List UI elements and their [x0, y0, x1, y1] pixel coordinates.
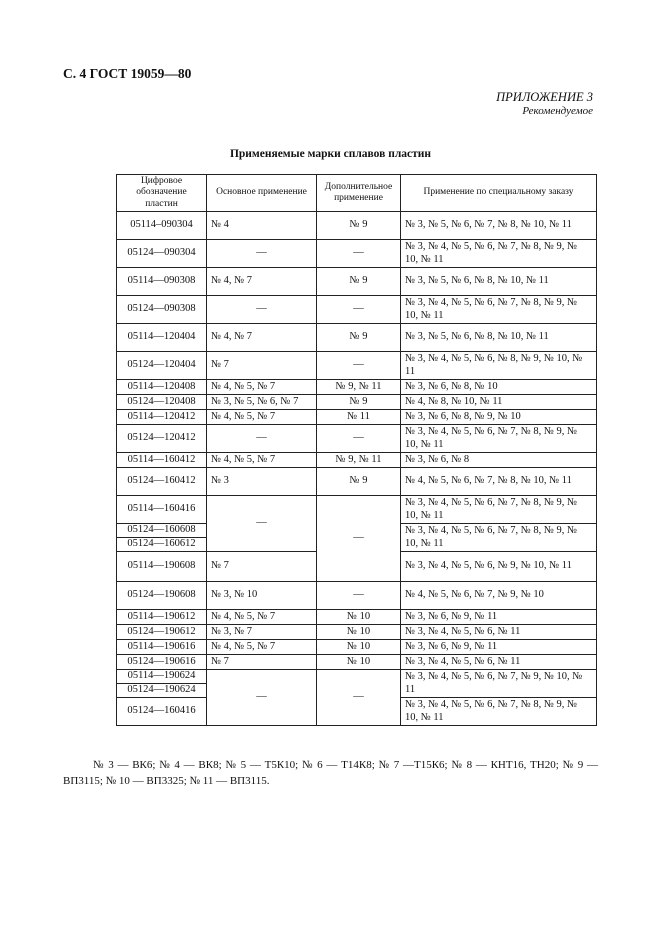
table-row	[117, 453, 597, 468]
cell-additional: № 9, № 11	[317, 453, 401, 468]
cell-base: № 7	[207, 655, 317, 670]
cell-code: 05114—160416	[117, 496, 207, 524]
table-row	[117, 670, 597, 684]
cell-special: № 3, № 4, № 5, № 6, № 7, № 8, № 9, № 10, № 11	[401, 698, 597, 726]
cell-code: 05124—120412	[117, 425, 207, 453]
cell-base: —	[207, 296, 317, 324]
cell-special: № 3, № 4, № 5, № 6, № 7, № 8, № 9, № 10, № 11	[401, 296, 597, 324]
cell-special: № 3, № 4, № 5, № 6, № 11	[401, 655, 597, 670]
cell-code: 05114—120408	[117, 380, 207, 395]
appendix-title: ПРИЛОЖЕНИЕ 3	[496, 90, 593, 104]
cell-base: № 4, № 5, № 7	[207, 380, 317, 395]
cell-base: —	[207, 670, 317, 726]
table-row	[117, 380, 597, 395]
cell-code: 05114—190616	[117, 640, 207, 655]
cell-code: 05114–090304	[117, 212, 207, 240]
cell-code: 05124—160612	[117, 538, 207, 552]
table-header-row	[117, 175, 597, 212]
table-row	[117, 240, 597, 268]
cell-code: 05114—120412	[117, 410, 207, 425]
cell-additional: —	[317, 425, 401, 453]
table-row	[117, 410, 597, 425]
cell-base: —	[207, 496, 317, 552]
table-row	[117, 625, 597, 640]
cell-code: 05124—160416	[117, 698, 207, 726]
cell-code: 05114—120404	[117, 324, 207, 352]
cell-special: № 3, № 6, № 8, № 9, № 10	[401, 410, 597, 425]
cell-special: № 3, № 4, № 5, № 6, № 7, № 8, № 9, № 10, № 11	[401, 524, 597, 552]
table-row	[117, 655, 597, 670]
cell-base: № 7	[207, 352, 317, 380]
cell-code: 05114—190624	[117, 670, 207, 684]
table-row	[117, 468, 597, 496]
cell-code: 05114—090308	[117, 268, 207, 296]
cell-special: № 3, № 6, № 8, № 10	[401, 380, 597, 395]
cell-code: 05124—090308	[117, 296, 207, 324]
cell-base: № 4, № 5, № 7	[207, 640, 317, 655]
cell-code: 05114—160412	[117, 453, 207, 468]
cell-special: № 3, № 4, № 5, № 6, № 8, № 9, № 10, № 11	[401, 352, 597, 380]
table-row	[117, 425, 597, 453]
table-row	[117, 582, 597, 610]
cell-code: 05124—190608	[117, 582, 207, 610]
cell-special: № 3, № 6, № 9, № 11	[401, 610, 597, 625]
cell-special: № 3, № 6, № 9, № 11	[401, 640, 597, 655]
cell-base: № 3, № 7	[207, 625, 317, 640]
alloy-grades-table	[116, 174, 597, 726]
cell-special: № 3, № 5, № 6, № 8, № 10, № 11	[401, 268, 597, 296]
cell-special: № 3, № 4, № 5, № 6, № 11	[401, 625, 597, 640]
table-row	[117, 640, 597, 655]
cell-additional: № 9	[317, 268, 401, 296]
cell-special: № 4, № 8, № 10, № 11	[401, 395, 597, 410]
cell-additional: № 10	[317, 625, 401, 640]
cell-additional: № 10	[317, 610, 401, 625]
cell-special: № 3, № 4, № 5, № 6, № 7, № 8, № 9, № 10, № 11	[401, 240, 597, 268]
cell-code: 05124—190624	[117, 684, 207, 698]
cell-base: № 4, № 7	[207, 324, 317, 352]
cell-special: № 3, № 4, № 5, № 6, № 9, № 10, № 11	[401, 552, 597, 582]
cell-additional: № 9	[317, 468, 401, 496]
cell-base: № 7	[207, 552, 317, 582]
table-row	[117, 324, 597, 352]
cell-base: № 4	[207, 212, 317, 240]
cell-code: 05124—190616	[117, 655, 207, 670]
cell-additional: № 9	[317, 212, 401, 240]
column-header-code: Цифровое обозначение пластин	[117, 175, 207, 212]
table-row	[117, 610, 597, 625]
alloy-legend-footnote: № 3 — ВК6; № 4 — ВК8; № 5 — Т5К10; № 6 — Т14К8; № 7 —Т15К6; № 8 — КНТ16, ТН20; № 9 — ВП3115; № 10 — ВП3325; № 11 — ВП3115.	[63, 759, 598, 787]
cell-additional: № 9	[317, 395, 401, 410]
cell-base: № 3, № 5, № 6, № 7	[207, 395, 317, 410]
column-header-additional: Дополнительное применение	[317, 175, 401, 212]
cell-additional: —	[317, 582, 401, 610]
table-row	[117, 352, 597, 380]
table-row	[117, 296, 597, 324]
table-title: Применяемые марки сплавов пластин	[229, 148, 432, 160]
cell-additional: —	[317, 296, 401, 324]
cell-additional: № 10	[317, 655, 401, 670]
cell-special: № 3, № 5, № 6, № 7, № 8, № 10, № 11	[401, 212, 597, 240]
table-row	[117, 395, 597, 410]
appendix-label	[496, 90, 593, 118]
cell-special: № 4, № 5, № 6, № 7, № 8, № 10, № 11	[401, 468, 597, 496]
cell-code: 05124—160608	[117, 524, 207, 538]
cell-base: № 4, № 5, № 7	[207, 410, 317, 425]
table-row	[117, 268, 597, 296]
page-header: С. 4 ГОСТ 19059—80	[63, 66, 192, 81]
cell-additional: —	[317, 670, 401, 726]
cell-additional: № 9	[317, 324, 401, 352]
table-row	[117, 496, 597, 524]
column-header-base: Основное применение	[207, 175, 317, 212]
cell-special: № 3, № 4, № 5, № 6, № 7, № 8, № 9, № 10, № 11	[401, 425, 597, 453]
cell-additional: —	[317, 352, 401, 380]
cell-code: 05124—120404	[117, 352, 207, 380]
cell-base: № 4, № 7	[207, 268, 317, 296]
cell-additional: —	[317, 240, 401, 268]
cell-code: 05124—190612	[117, 625, 207, 640]
cell-special: № 3, № 6, № 8	[401, 453, 597, 468]
cell-additional: —	[317, 496, 401, 582]
cell-special: № 3, № 4, № 5, № 6, № 7, № 8, № 9, № 10, № 11	[401, 496, 597, 524]
cell-additional: № 10	[317, 640, 401, 655]
appendix-subtitle: Рекомендуемое	[522, 105, 593, 117]
cell-base: № 3	[207, 468, 317, 496]
column-header-special: Применение по специальному заказу	[401, 175, 597, 212]
cell-code: 05114—190608	[117, 552, 207, 582]
cell-special: № 3, № 4, № 5, № 6, № 7, № 9, № 10, № 11	[401, 670, 597, 698]
cell-code: 05124—160412	[117, 468, 207, 496]
cell-base: —	[207, 425, 317, 453]
cell-base: № 4, № 5, № 7	[207, 610, 317, 625]
cell-code: 05124—120408	[117, 395, 207, 410]
cell-base: № 3, № 10	[207, 582, 317, 610]
cell-base: —	[207, 240, 317, 268]
cell-special: № 4, № 5, № 6, № 7, № 9, № 10	[401, 582, 597, 610]
cell-code: 05114—190612	[117, 610, 207, 625]
cell-base: № 4, № 5, № 7	[207, 453, 317, 468]
cell-additional: № 11	[317, 410, 401, 425]
table-row	[117, 212, 597, 240]
cell-special: № 3, № 5, № 6, № 8, № 10, № 11	[401, 324, 597, 352]
cell-additional: № 9, № 11	[317, 380, 401, 395]
cell-code: 05124—090304	[117, 240, 207, 268]
